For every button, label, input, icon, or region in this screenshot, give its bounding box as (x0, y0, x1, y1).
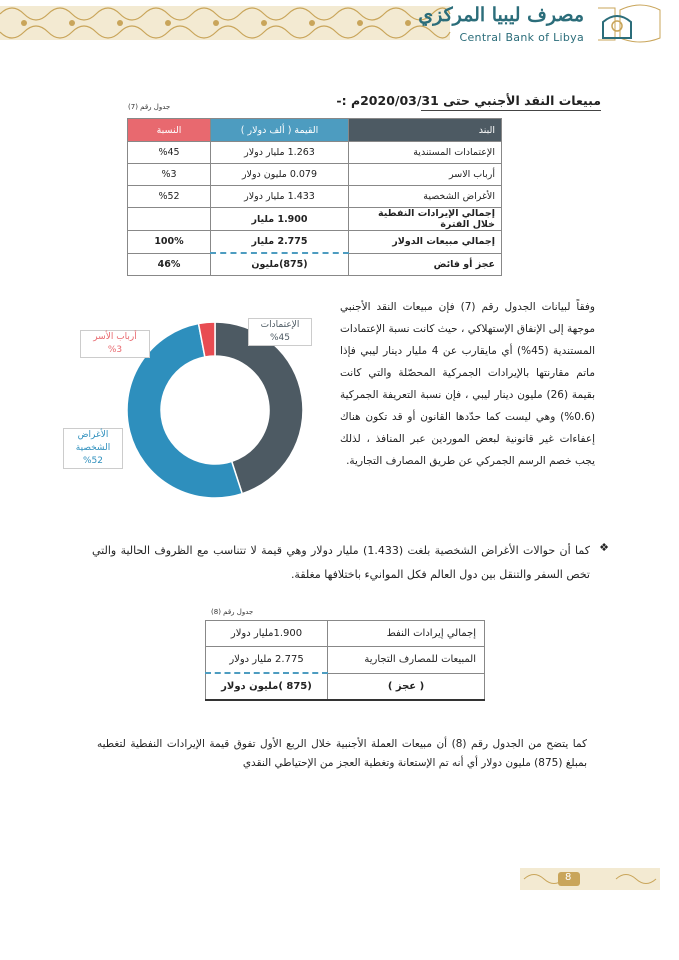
table-cell: إجمالي الإيرادات النفطية خلال الفترة (349, 208, 502, 231)
paragraph-analysis-2: كما أن حوالات الأغراض الشخصية بلغت (1.433) مليار دولار وهي قيمة لا تتناسب مع الظروف الحالية والتي تخص السفر والتنقل بين دول العالم فكل الموانيء باختلافها مغلقة. (92, 544, 590, 581)
section-heading: مبيعات النقد الأجنبي حتى 2020/03/31م :- (336, 93, 601, 108)
table-cell: 46% (128, 253, 211, 276)
table7-header-value: القيمة ( ألف دولار ) (211, 119, 349, 142)
chart-label-name: الإعتمادات (260, 320, 300, 330)
table-cell: 100% (128, 231, 211, 254)
table-cell: الإعتمادات المستندية (349, 142, 502, 164)
logo-arabic: مصرف ليبيا المركزي (418, 4, 584, 26)
table-cell: إجمالي إيرادات النفط (328, 621, 485, 647)
table8-caption: جدول رقم (8) (211, 608, 254, 616)
chart-label-value: %52 (82, 456, 103, 466)
table-row (128, 186, 502, 208)
table-cell: 1.900مليار دولار (206, 621, 328, 647)
table-row (128, 253, 502, 276)
page-number: 8 (565, 872, 572, 883)
chart-label-value: %45 (269, 333, 290, 343)
table-cell: المبيعات للمصارف التجارية (328, 647, 485, 674)
table-cell: إجمالي مبيعات الدولار (349, 231, 502, 254)
chart-label-families (80, 330, 150, 358)
table-cell: 1.263 مليار دولار (211, 142, 349, 164)
chart-label-credits (248, 318, 312, 346)
table-cell: %3 (128, 164, 211, 186)
chart-label-name: أرباب الأسر (93, 332, 137, 342)
table7-caption: جدول رقم (7) (128, 103, 171, 111)
paragraph-analysis-3: كما يتضح من الجدول رقم (8) أن مبيعات العملة الأجنبية خلال الربع الأول تفوق قيمة الإيرادات النفطية لتغطيه بمبلغ (875) مليون دولار أي أنه تم الإستعانة وتغطية العجز من الإحتياطي النقدي (97, 738, 588, 769)
table-cell: (875 )مليون دولار (206, 673, 328, 700)
table-row (206, 647, 485, 674)
table8 (205, 620, 485, 701)
table-cell (128, 208, 211, 231)
paragraph-analysis-1: وفقاً لبيانات الجدول رقم (7) فإن مبيعات النقد الأجنبي موجهة إلى الإنفاق الإستهلاكي ، حيث كانت نسبة الإعتمادات المستندية (45%) أي مايقارب عن 4 مليار دينار ليبي فإذا ماتم مقارنتها بالإيرادات الجمركية المحصّلة والتي كانت بقيمة (26) مليون دينار ليبي ، فإن نسبة التعريفة الجمركية (0.6%) وهي ليست كما حدّدها القانون أو قد تكون هناك إعفاءات غير قانونية لبعض الموردين عبر المنافذ ، لذلك يجب خصم الرسم الجمركي عن طريق المصارف التجارية. (340, 301, 596, 467)
table-cell: (875)مليون (211, 253, 349, 276)
heading-underline (421, 110, 601, 111)
chart-label-personal (63, 428, 123, 469)
table7 (127, 118, 502, 276)
table-cell: أرباب الاسر (349, 164, 502, 186)
bank-emblem-icon (597, 8, 637, 44)
table7-header-item: البند (349, 119, 502, 142)
bullet-icon: ❖ (599, 541, 609, 554)
table-row (128, 142, 502, 164)
table-row (128, 208, 502, 231)
table-cell: 1.900 مليار (211, 208, 349, 231)
logo-english: Central Bank of Libya (459, 31, 584, 44)
table-cell: 1.433 مليار دولار (211, 186, 349, 208)
table-row (206, 673, 485, 700)
table-cell: 2.775 مليار (211, 231, 349, 254)
table7-header-row (128, 119, 502, 142)
table-row (128, 164, 502, 186)
table-cell: %45 (128, 142, 211, 164)
table-cell: 2.775 مليار دولار (206, 647, 328, 674)
table-cell: ( عجز ) (328, 673, 485, 700)
chart-label-value: %3 (107, 345, 123, 355)
table-row (206, 621, 485, 647)
table7-header-percent: النسبة (128, 119, 211, 142)
footer-ornament (520, 868, 660, 890)
chart-label-name: الأغراض الشخصية (75, 430, 111, 453)
table-cell: عجز أو فائض (349, 253, 502, 276)
table-cell: 0.079 مليون دولار (211, 164, 349, 186)
table-row (128, 231, 502, 254)
table-cell: %52 (128, 186, 211, 208)
table-cell: الأغراض الشخصية (349, 186, 502, 208)
